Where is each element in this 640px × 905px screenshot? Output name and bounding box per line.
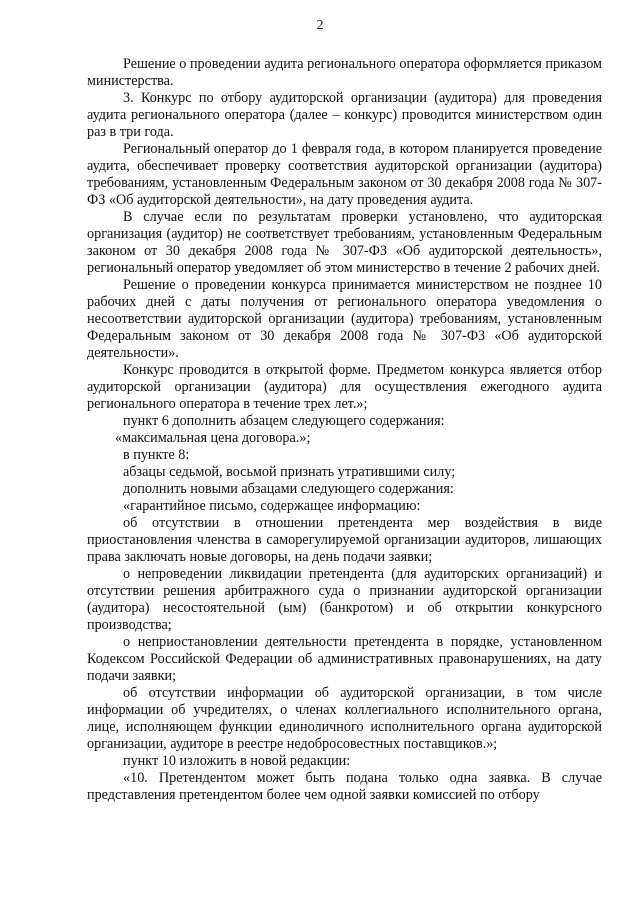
paragraph: Решение о проведении конкурса принимается министерством не позднее 10 рабочих дней с даты получения от регионального оператора уведомления о несоответствии аудиторской организации (аудитора) требованиям, установленным Федеральным законом от 30 декабря 2008 года № 307-ФЗ «Об аудиторской деятельности». (87, 277, 602, 361)
paragraph: об отсутствии в отношении претендента мер воздействия в виде приостановления членства в саморегулируемой организации аудиторов, лишающих права заключать новые договоры, на день подачи заявки; (87, 515, 602, 565)
paragraph: об отсутствии информации об аудиторской организации, в том числе информации об учредителях, о членах коллегиального исполнительного органа, лице, исполняющем функции единоличного исполнительного органа аудиторской организации, аудиторе в реестре недобросовестных поставщиков.»; (87, 685, 602, 752)
paragraph: В случае если по результатам проверки установлено, что аудиторская организация (аудитор) не соответствует требованиям, установленным Федеральным законом от 30 декабря 2008 года № 307-ФЗ «Об аудиторской деятельность», региональный оператор уведомляет об этом министерство в течение 2 рабочих дней. (87, 209, 602, 276)
paragraph: Конкурс проводится в открытой форме. Предметом конкурса является отбор аудиторской организации (аудитора) для осуществления ежегодного аудита регионального оператора в течение трех лет.»; (87, 362, 602, 412)
paragraph: абзацы седьмой, восьмой признать утратившими силу; (123, 464, 456, 480)
page-number: 2 (316, 18, 324, 33)
paragraph: «максимальная цена договора.»; (115, 430, 311, 446)
paragraph: дополнить новыми абзацами следующего содержания: (123, 481, 454, 497)
paragraph: «10. Претендентом может быть подана только одна заявка. В случае представления претендентом более чем одной заявки комиссией по отбору (87, 770, 602, 803)
paragraph: «гарантийное письмо, содержащее информацию: (123, 498, 421, 514)
document-body (87, 56, 602, 804)
paragraph: в пункте 8: (123, 447, 190, 463)
paragraph: пункт 6 дополнить абзацем следующего содержания: (123, 413, 445, 429)
paragraph: Решение о проведении аудита регионального оператора оформляется приказом министерства. (87, 56, 602, 89)
paragraph: о неприостановлении деятельности претендента в порядке, установленном Кодексом Российской Федерации об административных правонарушениях, на дату подачи заявки; (87, 634, 602, 684)
paragraph: пункт 10 изложить в новой редакции: (123, 753, 351, 769)
paragraph: 3. Конкурс по отбору аудиторской организации (аудитора) для проведения аудита регионального оператора (далее – конкурс) проводится министерством один раз в три года. (87, 90, 602, 140)
paragraph: о непроведении ликвидации претендента (для аудиторских организаций) и отсутствии решения арбитражного суда о признании аудиторской организации (аудитора) несостоятельной (ым) (банкротом) и об открытии конкурсного производства; (87, 566, 602, 633)
paragraph: Региональный оператор до 1 февраля года, в котором планируется проведение аудита, обеспечивает проверку соответствия аудиторской организации (аудитора) требованиям, установленным Федеральным законом от 30 декабря 2008 года № 307-ФЗ «Об аудиторской деятельности», на дату проведения аудита. (87, 141, 602, 208)
